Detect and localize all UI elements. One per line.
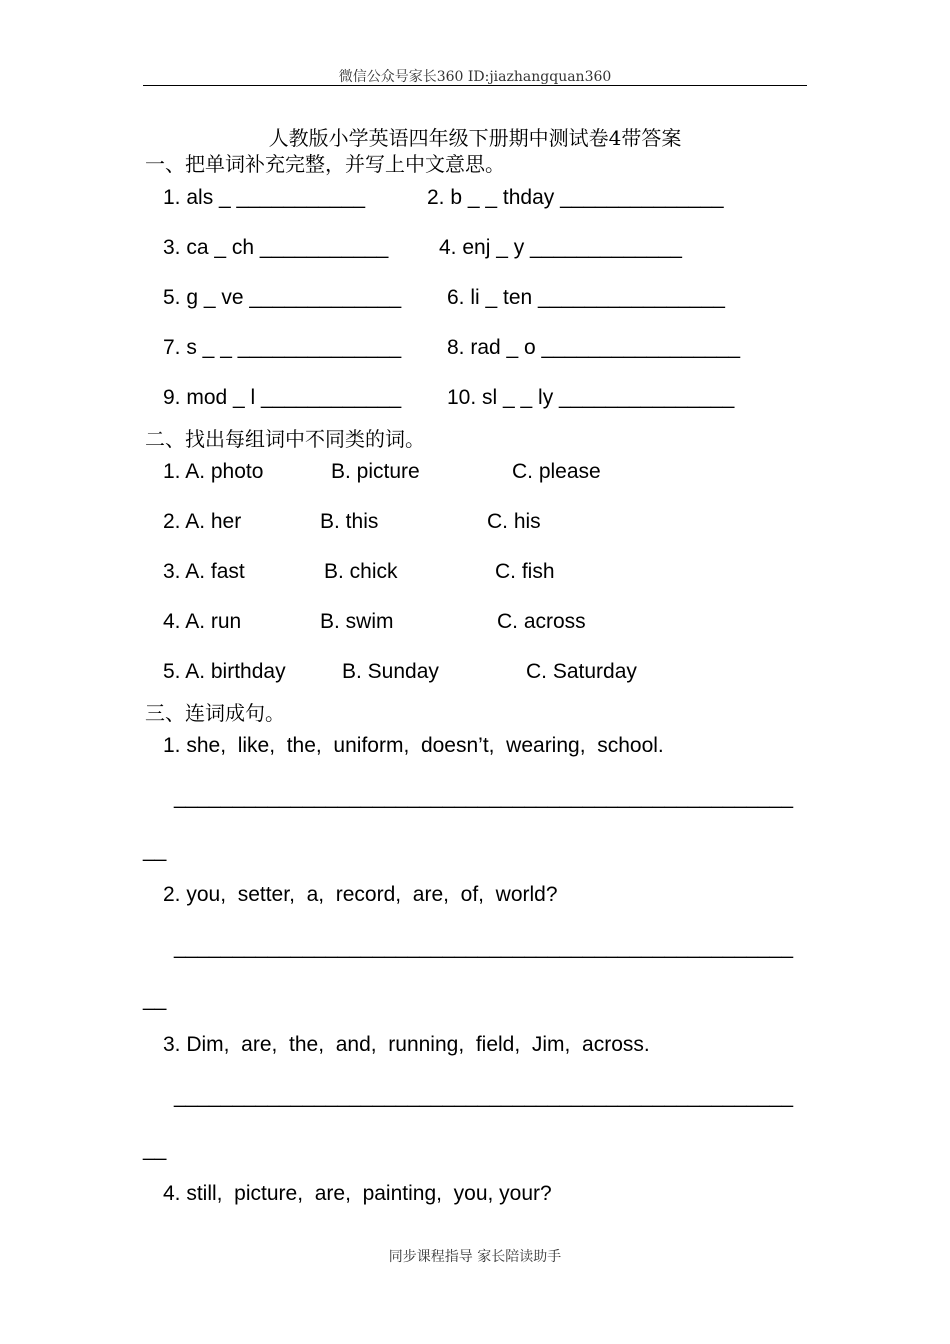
section-2-heading: 二、找出每组词中不同类的词。 xyxy=(145,427,425,451)
choice-option-b: B. Sunday xyxy=(342,660,439,683)
choice-option-b: B. chick xyxy=(324,560,398,583)
choice-option-a: 4. A. run xyxy=(163,610,242,633)
fill-word-item: 3. ca _ ch ___________ xyxy=(163,236,389,259)
fill-word-item: 7. s _ _ ______________ xyxy=(163,336,402,359)
fill-word-item: 9. mod _ l ____________ xyxy=(163,386,402,409)
choice-option-c: C. fish xyxy=(495,560,555,583)
page-footer: 同步课程指导 家长陪读助手 xyxy=(388,1249,562,1265)
header-divider xyxy=(143,85,807,86)
fill-word-item: 1. als _ ___________ xyxy=(163,186,366,209)
fill-word-item: 6. li _ ten ________________ xyxy=(447,286,725,309)
sentence-prompt: 4. still, picture, are, painting, you, your? xyxy=(163,1182,552,1205)
fill-word-item: 10. sl _ _ ly _______________ xyxy=(447,386,735,409)
choice-option-c: C. across xyxy=(497,610,586,633)
fill-word-item: 4. enj _ y _____________ xyxy=(439,236,682,259)
fill-word-item: 5. g _ ve _____________ xyxy=(163,286,402,309)
choice-option-c: C. please xyxy=(512,460,601,483)
answer-line-tail: __ xyxy=(143,839,167,862)
sentence-prompt: 3. Dim, are, the, and, running, field, Jim, across. xyxy=(163,1033,650,1056)
choice-option-c: C. Saturday xyxy=(526,660,637,683)
choice-option-b: B. swim xyxy=(320,610,394,633)
choice-option-a: 3. A. fast xyxy=(163,560,245,583)
answer-line: _____________________________________________________ xyxy=(174,786,793,809)
answer-line-tail: __ xyxy=(143,988,167,1011)
choice-option-b: B. this xyxy=(320,510,379,533)
answer-line-tail: __ xyxy=(143,1138,167,1161)
sentence-prompt: 1. she, like, the, uniform, doesn’t, wearing, school. xyxy=(163,734,664,757)
answer-line: _____________________________________________________ xyxy=(174,1085,793,1108)
choice-option-c: C. his xyxy=(487,510,541,533)
answer-line: _____________________________________________________ xyxy=(174,936,793,959)
document-title: 人教版小学英语四年级下册期中测试卷4带答案 xyxy=(268,126,682,150)
fill-word-item: 2. b _ _ thday ______________ xyxy=(427,186,724,209)
section-1-heading: 一、把单词补充完整，并写上中文意思。 xyxy=(145,152,505,176)
fill-word-item: 8. rad _ o _________________ xyxy=(447,336,741,359)
section-3-heading: 三、连词成句。 xyxy=(145,701,285,725)
choice-option-a: 5. A. birthday xyxy=(163,660,286,683)
page-header: 微信公众号家长360 ID:jiazhangquan360 xyxy=(338,69,612,85)
choice-option-a: 2. A. her xyxy=(163,510,242,533)
choice-option-b: B. picture xyxy=(331,460,420,483)
choice-option-a: 1. A. photo xyxy=(163,460,264,483)
sentence-prompt: 2. you, setter, a, record, are, of, world? xyxy=(163,883,558,906)
